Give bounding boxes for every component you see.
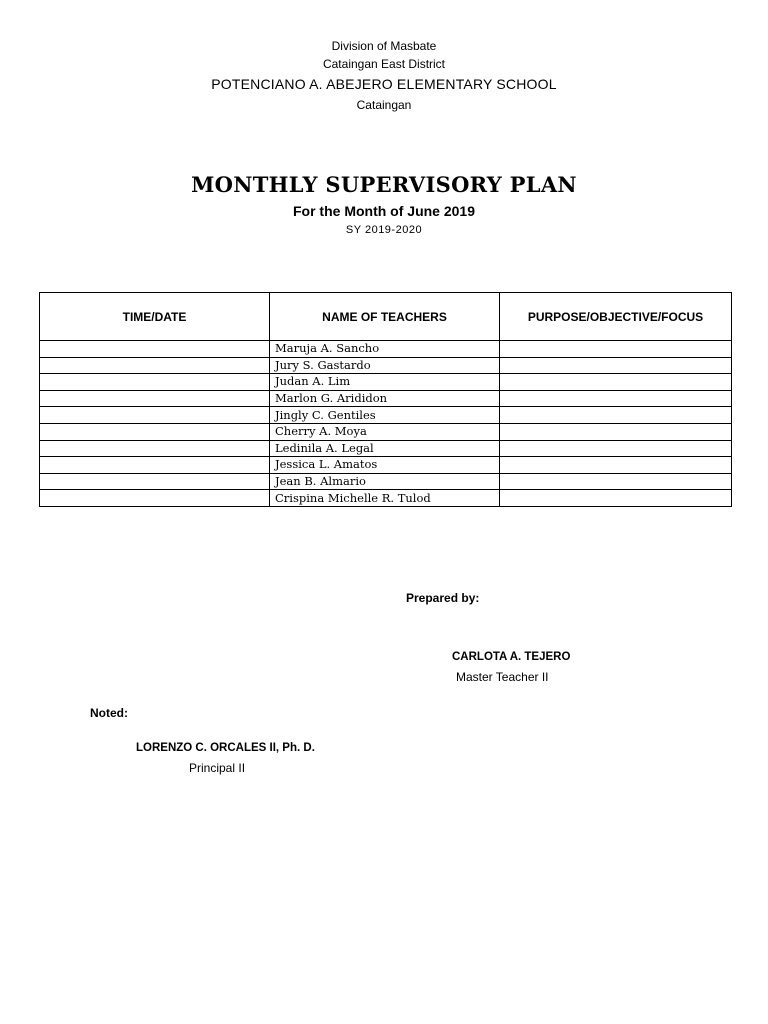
purpose-cell bbox=[500, 473, 732, 490]
school-name: POTENCIANO A. ABEJERO ELEMENTARY SCHOOL bbox=[211, 76, 557, 92]
table-row bbox=[40, 390, 732, 407]
column-header-purpose: PURPOSE/OBJECTIVE/FOCUS bbox=[500, 293, 732, 341]
table-row bbox=[40, 423, 732, 440]
noter-name: LORENZO C. ORCALES II, Ph. D. bbox=[136, 742, 315, 754]
preparer-position: Master Teacher II bbox=[456, 670, 549, 684]
date-cell bbox=[40, 357, 270, 374]
purpose-cell bbox=[500, 440, 732, 457]
division-line: Division of Masbate bbox=[331, 39, 437, 53]
prepared-by-label: Prepared by: bbox=[406, 591, 480, 605]
date-cell bbox=[40, 374, 270, 391]
date-cell bbox=[40, 423, 270, 440]
purpose-cell bbox=[500, 407, 732, 424]
teacher-cell: Cherry A. Moya bbox=[270, 423, 500, 440]
page-title: MONTHLY SUPERVISORY PLAN bbox=[191, 172, 577, 197]
date-cell bbox=[40, 490, 270, 507]
teacher-cell: Judan A. Lim bbox=[270, 374, 500, 391]
supervisory-plan-table bbox=[39, 292, 732, 507]
purpose-cell bbox=[500, 357, 732, 374]
purpose-cell bbox=[500, 374, 732, 391]
district-line: Cataingan East District bbox=[322, 57, 446, 71]
column-header-teachers: NAME OF TEACHERS bbox=[270, 293, 500, 341]
teacher-cell: Crispina Michelle R. Tulod bbox=[270, 490, 500, 507]
date-cell bbox=[40, 440, 270, 457]
column-header-time-date: TIME/DATE bbox=[40, 293, 270, 341]
teacher-cell: Maruja A. Sancho bbox=[270, 341, 500, 358]
table-row bbox=[40, 407, 732, 424]
table-row bbox=[40, 457, 732, 474]
table-row bbox=[40, 490, 732, 507]
noter-position: Principal II bbox=[189, 761, 246, 775]
table-row bbox=[40, 374, 732, 391]
purpose-cell bbox=[500, 341, 732, 358]
noted-label: Noted: bbox=[90, 706, 128, 720]
teacher-cell: Jingly C. Gentiles bbox=[270, 407, 500, 424]
table-row bbox=[40, 440, 732, 457]
purpose-cell bbox=[500, 457, 732, 474]
teacher-cell: Jean B. Almario bbox=[270, 473, 500, 490]
purpose-cell bbox=[500, 423, 732, 440]
preparer-name: CARLOTA A. TEJERO bbox=[452, 651, 571, 663]
table-row bbox=[40, 473, 732, 490]
table-header-row bbox=[40, 293, 732, 341]
table-row bbox=[40, 357, 732, 374]
teacher-cell: Jessica L. Amatos bbox=[270, 457, 500, 474]
teacher-cell: Jury S. Gastardo bbox=[270, 357, 500, 374]
teacher-cell: Marlon G. Arididon bbox=[270, 390, 500, 407]
table-body bbox=[40, 341, 732, 507]
date-cell bbox=[40, 390, 270, 407]
date-cell bbox=[40, 341, 270, 358]
table-row bbox=[40, 341, 732, 358]
school-year: SY 2019-2020 bbox=[345, 224, 423, 236]
purpose-cell bbox=[500, 490, 732, 507]
month-subtitle: For the Month of June 2019 bbox=[292, 203, 475, 219]
date-cell bbox=[40, 473, 270, 490]
purpose-cell bbox=[500, 390, 732, 407]
town-line: Cataingan bbox=[356, 98, 412, 112]
date-cell bbox=[40, 407, 270, 424]
teacher-cell: Ledinila A. Legal bbox=[270, 440, 500, 457]
date-cell bbox=[40, 457, 270, 474]
